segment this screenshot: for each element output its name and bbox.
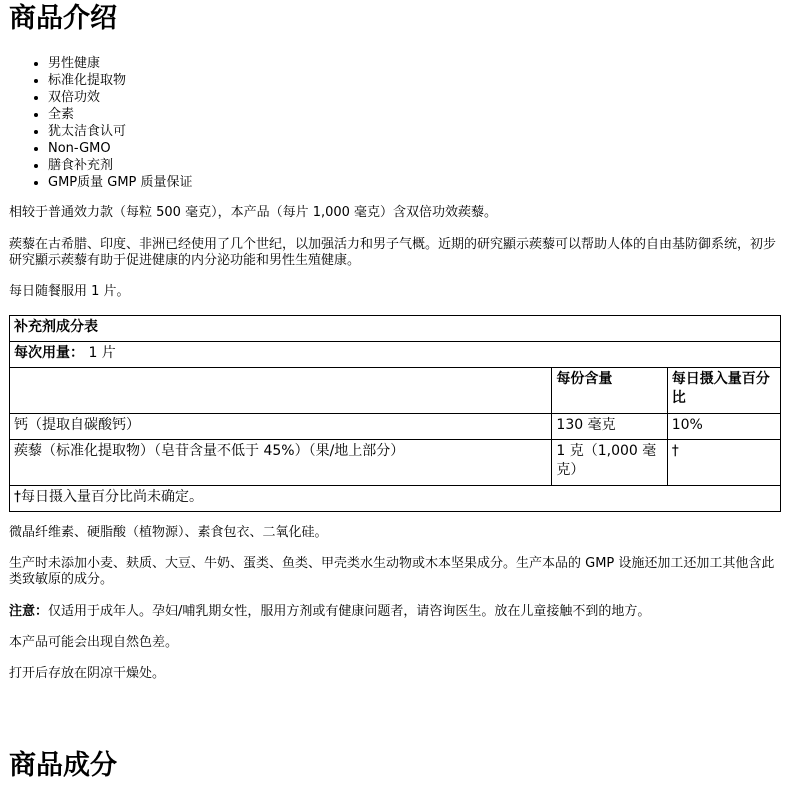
serving-size-row	[10, 342, 781, 368]
feature-item: • GMP质量 GMP 质量保证	[48, 174, 781, 191]
warning-label: 注意：	[9, 604, 49, 619]
dosage-text: 每日随餐服用 1 片。	[9, 284, 130, 299]
feature-item: • 全素	[48, 106, 781, 123]
warning-body: 仅适用于成年人。孕妇/哺乳期女性，服用方剂或有健康问题者，请咨询医生。放在儿童接触不到的地方。	[48, 604, 651, 619]
warning-text	[9, 604, 781, 620]
feature-item: • 双倍功效	[48, 89, 781, 106]
nutrient-daily-value: †	[667, 440, 780, 486]
facts-footnote-row	[10, 486, 781, 512]
column-header-daily-value: 每日摄入量百分比	[671, 371, 770, 406]
header-amount-cell	[552, 368, 667, 414]
nutrient-daily-value: 10%	[667, 414, 780, 440]
nutrient-name: 钙（提取自碳酸钙）	[10, 414, 552, 440]
header-dv-cell	[667, 368, 780, 414]
serving-size-label: 每次用量：	[14, 345, 84, 361]
header-empty-cell	[10, 368, 552, 414]
feature-item: • 膳食补充剂	[48, 157, 781, 174]
nutrient-amount: 130 毫克	[552, 414, 667, 440]
intro-heading: 商品介绍	[9, 3, 117, 34]
nutrient-amount: 1 克（1,000 毫克）	[552, 440, 667, 486]
feature-item: • Non-GMO	[48, 140, 781, 157]
tribulus-history-text: 蒺藜在古希腊、印度、非洲已经使用了几个世纪，以加强活力和男子气概。近期的研究顯示蒺藜可以帮助人体的自由基防御系统，初步研究顯示蒺藜有助于促进健康的内分泌功能和男性生殖健康。	[9, 237, 777, 268]
color-variation-text: 本产品可能会出现自然色差。	[9, 635, 179, 650]
serving-size-value: 1 片	[88, 345, 116, 361]
serving-size-cell	[10, 342, 781, 368]
ingredients-heading: 商品成分	[9, 750, 117, 781]
facts-header-row	[10, 368, 781, 414]
nutrient-name: 蒺藜（标准化提取物）（皂苷含量不低于 45%）（果/地上部分）	[10, 440, 552, 486]
facts-title-cell	[10, 316, 781, 342]
allergen-gmp-text: 生产时未添加小麦、麸质、大豆、牛奶、蛋类、鱼类、甲壳类水生动物或木本坚果成分。生产本品的 GMP 设施还加工还加工其他含此类致敏原的成分。	[9, 556, 775, 587]
feature-list	[9, 55, 781, 191]
column-header-amount: 每份含量	[556, 371, 613, 387]
feature-item: • 男性健康	[48, 55, 781, 72]
table-row	[10, 414, 781, 440]
storage-text: 打开后存放在阴凉干燥处。	[9, 666, 166, 681]
feature-item: • 标准化提取物	[48, 72, 781, 89]
supplement-facts-table	[9, 315, 781, 512]
feature-item: • 犹太洁食认可	[48, 123, 781, 140]
other-ingredients-text: 微晶纤维素、硬脂酸（植物源）、素食包衣、二氧化硅。	[9, 525, 328, 540]
facts-footnote: †每日摄入量百分比尚未确定。	[10, 486, 781, 512]
potency-comparison-text: 相较于普通效力款（每粒 500 毫克），本产品（每片 1,000 毫克）含双倍功效蒺藜。	[9, 205, 498, 220]
facts-title-row	[10, 316, 781, 342]
facts-title: 补充剂成分表	[14, 319, 98, 335]
table-row	[10, 440, 781, 486]
